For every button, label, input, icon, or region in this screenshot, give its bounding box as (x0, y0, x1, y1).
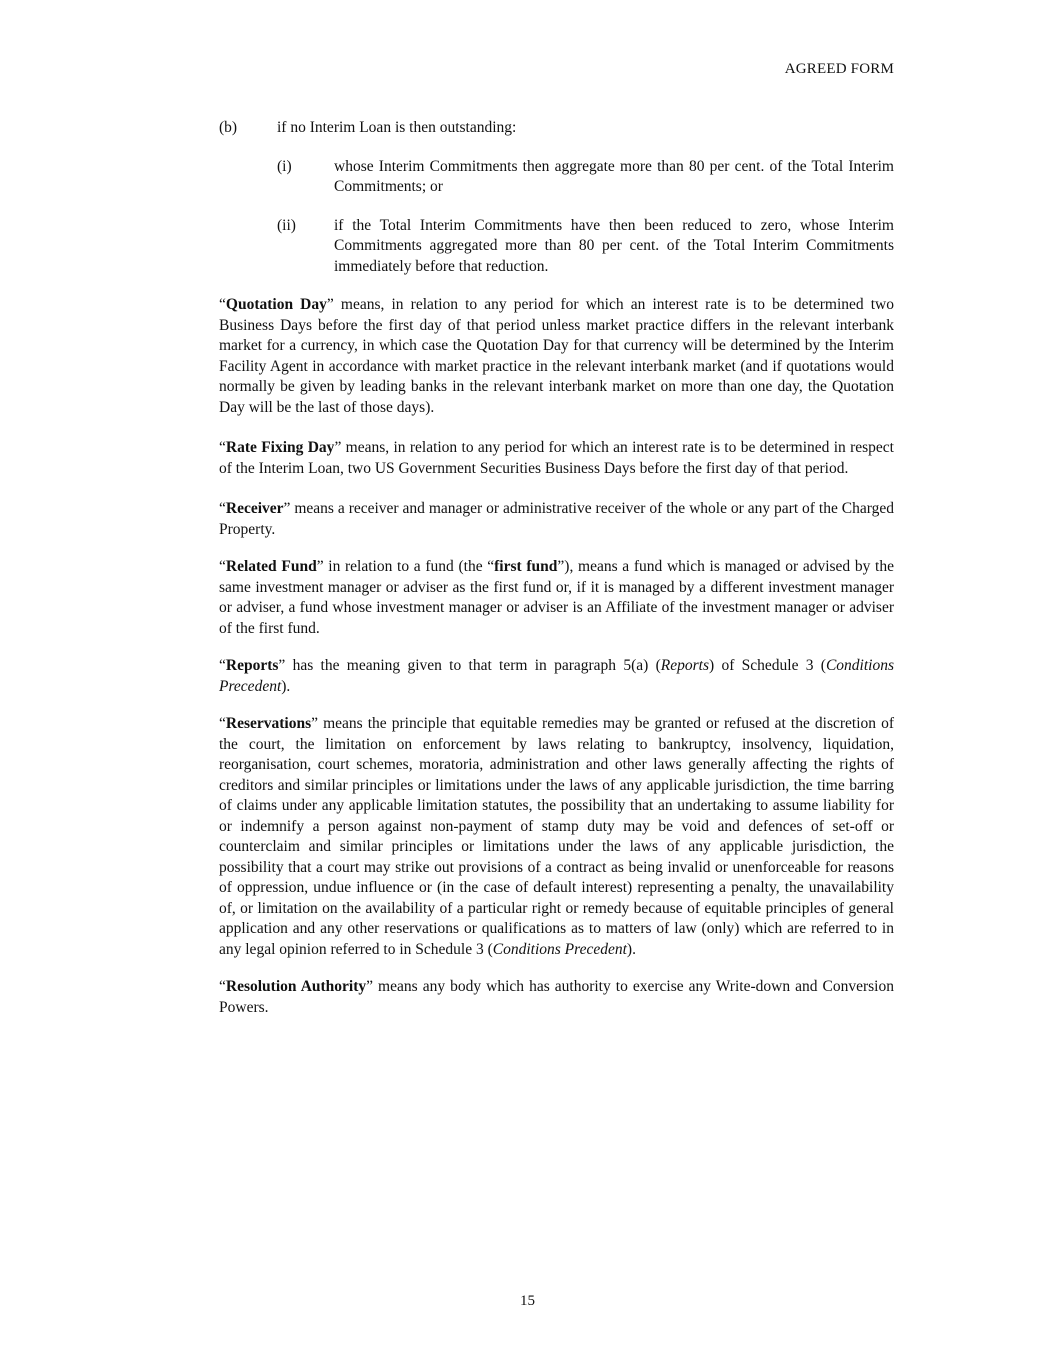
document-body (219, 118, 894, 1018)
definition-reservations: “Reservations” means the principle that equitable remedies may be granted or refused at the discretion of the court, the limitation on enforcement by laws relating to bankruptcy, insolvency, liquidation, reorganisation, court schemes, moratoria, administration and other laws generally affecting the rights of creditors and similar principles or limitations under the laws of any applicable jurisdiction, the time barring of claims under any applicable limitation statutes, the possibility that an undertaking to assume liability for or indemnify a person against non-payment of stamp duty may be void and defences of set-off or counterclaim and similar principles or limitations under the laws of any applicable jurisdiction, the possibility that a court may strike out provisions of a contract as being invalid or unenforceable for reasons of oppression, undue influence or (in the case of default interest) representing a penalty, the unavailability of, or limitation on the availability of a particular right or remedy because of equitable principles of general application and any other reservations or qualifications as to matters of law (only) which are referred to in any legal opinion referred to in Schedule 3 (Conditions Precedent). (219, 715, 894, 958)
definition-rate-fixing-day: “Rate Fixing Day” means, in relation to any period for which an interest rate is to be determined in respect of the Interim Loan, two US Government Securities Business Days before the first day of that period. (219, 439, 894, 477)
clause-b (219, 118, 894, 139)
sub-item-ii (277, 216, 894, 278)
agreed-form-mark: AGREED FORM (784, 61, 894, 77)
sub-item-label: (ii) (277, 216, 296, 234)
definition-text: ” means the principle that equitable remedies may be granted or refused at the discretion of the court, the limitation on enforcement by laws relating to bankruptcy, insolvency, liquidation, reorganisation, court schemes, moratoria, administration and other laws generally affecting the rights of creditors and similar principles or limitations under the laws of any applicable jurisdiction, the time barring of claims under any applicable limitation statutes, the possibility that an undertaking to assume liability for or indemnify a person against non-payment of stamp duty may be void and defences of set-off or counterclaim and similar principles or limitations under the laws of any applicable jurisdiction, the possibility that a court may strike out provisions of a contract as being invalid or unenforceable for reasons of oppression, undue influence or (in the case of default interest) representing a penalty, the unavailability of, or limitation on the availability of a particular right or remedy because of equitable principles of general application and any other reservations or qualifications as to matters of law (only) which are referred to in any legal opinion referred to in Schedule 3 ( (219, 715, 894, 958)
clause-b-label: (b) (219, 119, 238, 136)
cross-reference: Conditions Precedent (492, 940, 627, 958)
definition-text: ” means any body which has authority to exercise any Write-down and Conversion Powers. (219, 978, 894, 1016)
defined-term: Reservations (225, 715, 312, 732)
definition-text: ” means, in relation to any period for which an interest rate is to be determined two Business Days before the first day of that period unless market practice differs in the relevant interbank market for a currency, in which case the Quotation Day for that currency will be determined by the Interim Facility Agent in accordance with market practice in the relevant interbank market (and if quotations would normally be given by leading banks in the relevant interbank market on more than one day, the Quotation Day will be the last of those days). (219, 296, 894, 416)
defined-term: Receiver (225, 500, 284, 517)
inner-defined-term: first fund (494, 558, 558, 575)
definition-resolution-authority: “Resolution Authority” means any body which has authority to exercise any Write-down and Conversion Powers. (219, 978, 894, 1016)
definition-text: ” means, in relation to any period for which an interest rate is to be determined in respect of the Interim Loan, two US Government Securities Business Days before the first day of that period. (219, 439, 894, 477)
definition-text: ” in relation to a fund (the “ (316, 558, 495, 575)
definition-text: ) of Schedule 3 ( (708, 657, 826, 674)
definition-receiver: “Receiver” means a receiver and manager or administrative receiver of the whole or any part of the Charged Property. (219, 500, 894, 538)
sub-item-text: if the Total Interim Commitments have then been reduced to zero, whose Interim Commitments aggregated more than 80 per cent. of the Total Interim Commitments immediately before that reduction. (334, 216, 894, 275)
definition-related-fund: “Related Fund” in relation to a fund (the “first fund”), means a fund which is managed or advised by the same investment manager or adviser as the first fund or, if it is managed by a different investment manager or adviser, a fund whose investment manager or adviser is an Affiliate of the investment manager or adviser of the first fund. (219, 558, 894, 637)
definition-reports: “Reports” has the meaning given to that term in paragraph 5(a) (Reports) of Schedule 3 (Conditions Precedent). (219, 657, 894, 695)
sub-item-label: (i) (277, 157, 292, 175)
sub-item-i (277, 157, 894, 198)
definition-text: ” means a receiver and manager or administrative receiver of the whole or any part of the Charged Property. (219, 500, 894, 538)
defined-term: Rate Fixing Day (225, 439, 335, 456)
clause-b-text: if no Interim Loan is then outstanding: (277, 119, 517, 136)
defined-term: Quotation Day (225, 296, 327, 313)
definition-text: ” has the meaning given to that term in paragraph 5(a) ( (278, 657, 661, 674)
definition-text: ). (626, 940, 636, 958)
page-number: 15 (520, 1293, 535, 1309)
cross-reference: Reports (660, 657, 709, 674)
defined-term: Resolution Authority (225, 978, 367, 995)
definition-quotation-day: “Quotation Day” means, in relation to any period for which an interest rate is to be determined two Business Days before the first day of that period unless market practice differs in the relevant interbank market for a currency, in which case the Quotation Day for that currency will be determined by the Interim Facility Agent in accordance with market practice in the relevant interbank market (and if quotations would normally be given by leading banks in the relevant interbank market on more than one day, the Quotation Day will be the last of those days). (219, 296, 894, 416)
defined-term: Reports (225, 657, 279, 674)
defined-term: Related Fund (225, 558, 317, 575)
definition-text: ). (281, 677, 291, 695)
sub-item-text: whose Interim Commitments then aggregate more than 80 per cent. of the Total Interim Commitments; or (334, 157, 894, 195)
clause-b-subitems (277, 157, 894, 278)
definition-text: ”), means a fund which is managed or advised by the same investment manager or adviser as the first fund or, if it is managed by a different investment manager or adviser, a fund whose investment manager or adviser is an Affiliate of the investment manager or adviser of the first fund. (219, 558, 894, 637)
cross-reference: Conditions Precedent (219, 657, 894, 695)
